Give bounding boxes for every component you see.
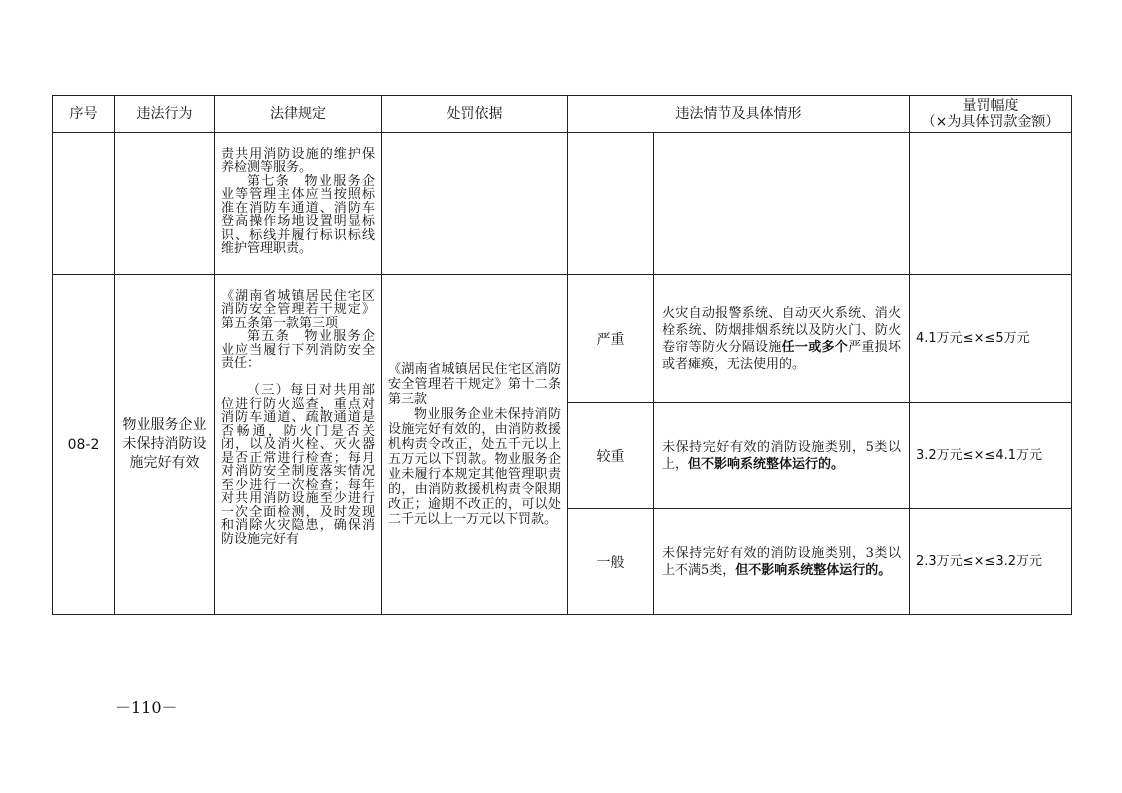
header-fine-sub: （×为具体罚款金额）: [921, 114, 1060, 130]
header-basis: 处罚依据: [382, 96, 568, 133]
header-circumstance: 违法情节及具体情形: [568, 96, 910, 133]
circumstance-severe-text-b: 严重损坏或者瘫痪，无法使用的。: [662, 339, 901, 372]
header-fine-title: 量罚幅度: [962, 98, 1019, 114]
row-basis-text-1: 《湖南省城镇居民住宅区消防安全管理若干规定》第十二条第三款: [388, 362, 561, 407]
fine-serious: 3.2万元≤×≤4.1万元: [910, 403, 1072, 509]
circumstance-severe-text-a: 火灾自动报警系统、自动灭火系统、消火栓系统、防烟排烟系统以及防火门、防火卷帘等防火分隔设施: [662, 305, 901, 355]
header-law: 法律规定: [215, 96, 382, 133]
row-law-cell: [215, 275, 382, 615]
circumstance-serious-text-a: 未保持完好有效的消防设施类别，5类以上，: [662, 439, 901, 472]
row-law-text-3: （三）每日对共用部位进行防火巡查，重点对消防车通道、疏散通道是否畅通，防火门是否关闭，以及消火栓、灭火器是否正常进行检查；每月对消防安全制度落实情况至少进行一次检查；每年对共用消防设施至少进行一次全面检测，及时发现和消除火灾隐患，确保消防设施完好有: [221, 383, 375, 547]
fine-severe: 4.1万元≤×≤5万元: [910, 275, 1072, 403]
cont-basis-cell: [382, 133, 568, 275]
table-row-continued: [53, 133, 1072, 275]
cont-seq-cell: [53, 133, 115, 275]
cont-fine-cell: [910, 133, 1072, 275]
circumstance-serious: [654, 403, 910, 509]
circumstance-general-text-a: 未保持完好有效的消防设施类别，3类以上不满5类，: [662, 545, 901, 578]
row-law-text-1: 《湖南省城镇居民住宅区消防安全管理若干规定》第五条第一款第三项: [221, 288, 375, 331]
cont-circumstance-cell: [654, 133, 910, 275]
row-law-text-2: 第五条 物业服务企业应当履行下列消防安全责任：: [221, 329, 375, 371]
level-general: 一般: [568, 509, 654, 615]
cont-level-cell: [568, 133, 654, 275]
cont-act-cell: [115, 133, 215, 275]
row-basis-text-2: 物业服务企业未保持消防设施完好有效的，由消防救援机构责令改正，处五千元以上五万元以下罚款。物业服务企业未履行本规定其他管理职责的，由消防救援机构责令限期改正；逾期不改正的，可以处二千元以上一万元以下罚款。: [388, 407, 561, 527]
cont-law-text-1: 责共用消防设施的维护保养检测等服务。: [221, 146, 375, 175]
row-seq: 08-2: [53, 275, 115, 615]
level-severe: 严重: [568, 275, 654, 403]
circumstance-general: [654, 509, 910, 615]
row-act: 物业服务企业未保持消防设施完好有效: [115, 275, 215, 615]
circumstance-severe: [654, 275, 910, 403]
header-fine: [910, 96, 1072, 133]
table-row: [53, 275, 1072, 403]
circumstance-general-bold: 但不影响系统整体运行的。: [735, 562, 892, 578]
fine-general: 2.3万元≤×≤3.2万元: [910, 509, 1072, 615]
cont-law-cell: [215, 133, 382, 275]
row-basis-cell: [382, 275, 568, 615]
header-act: 违法行为: [115, 96, 215, 133]
cont-law-text-2: 第七条 物业服务企业等管理主体应当按照标准在消防车通道、消防车登高操作场地设置明显标识、标线并履行标识标线维护管理职责。: [221, 173, 375, 256]
level-serious: 较重: [568, 403, 654, 509]
page-number: －110－: [115, 698, 178, 717]
header-row: [53, 96, 1072, 133]
circumstance-severe-bold: 任一或多个: [781, 339, 849, 355]
penalty-table: [52, 95, 1072, 615]
circumstance-serious-bold: 但不影响系统整体运行的。: [688, 456, 845, 472]
header-seq: 序号: [53, 96, 115, 133]
